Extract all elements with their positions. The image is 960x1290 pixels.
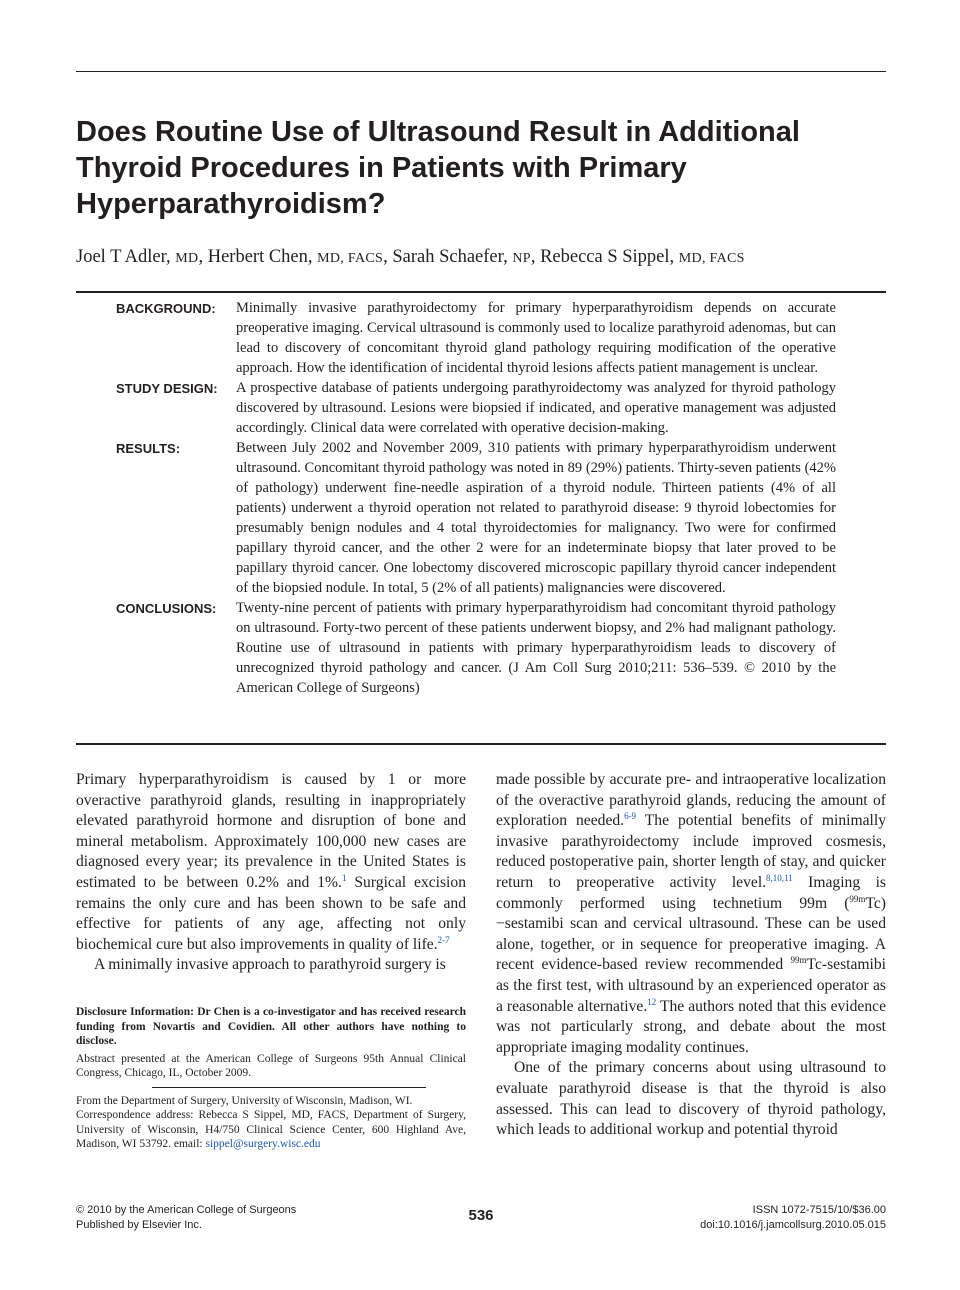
abstract-presented-note: Abstract presented at the American College of Surgeons 95th Annual Clinical Congress, Chicago, IL, October 2009. xyxy=(76,1052,466,1079)
abstract-label: RESULTS: xyxy=(116,441,181,456)
issn: ISSN 1072-7515/10/$36.00 xyxy=(752,1204,886,1216)
copyright: © 2010 by the American College of Surgeons xyxy=(76,1204,297,1216)
body-text: Primary hyperparathyroidism is caused by 1 or more overactive parathyroid glands, resulting in inappropriately elevated parathyroid hormone and disruption of bone and mineral metabolism. Approximately 100,000 new cases are diagnosed every year; its prevalence in the United States is estimated to be between 0.2% and 1%. xyxy=(76,771,466,891)
body-text: Surgical excision remains the only cure and has been shown to be safe and effective for patients of any age, affecting not only biochemical cure but also improvements in quality of life. xyxy=(76,873,466,953)
body-text: A minimally invasive approach to parathyroid surgery is xyxy=(94,956,446,974)
body-text: The potential benefits of minimally invasive parathyroidectomy include improved cosmesis, reduced postoperative pain, shorter length of stay, and quicker return to preoperative activity level. xyxy=(496,812,886,891)
author-credentials: MD, FACS xyxy=(317,251,384,266)
body-paragraph xyxy=(76,770,466,955)
abstract-text: Twenty-nine percent of patients with primary hyperparathyroidism had concomitant thyroid pathology on ultrasound. Forty-two percent of these patients underwent biopsy, and 2% had malignant pathology. Routine use of ultrasound in patients with primary hyperparathyroidism leads to discovery of unrecognized thyroid pathology and cancer. (J Am Coll Surg 2010;211: 536–539. © 2010 by the American College of Surgeons) xyxy=(236,600,836,696)
abstract-text: Minimally invasive parathyroidectomy for primary hyperparathyroidism depends on accurate preoperative imaging. Cervical ultrasound is commonly used to localize parathyroid adenomas, but can lead to discovery of concomitant thyroid gland pathology requiring modification of the operative approach. How the identification of incidental thyroid lesions affects patient management is unclear. xyxy=(236,300,836,376)
page-number: 536 xyxy=(468,1207,494,1224)
abstract xyxy=(76,298,886,698)
author-name: Joel T Adler xyxy=(76,247,167,267)
author-name: Herbert Chen xyxy=(207,247,308,267)
body-text: One of the primary concerns about using ultrasound to evaluate parathyroid disease is that the thyroid is also assessed. This can lead to discovery of thyroid pathology, which leads to additional workup and potential thyroid xyxy=(496,1059,886,1139)
citation-superscript[interactable]: 1 xyxy=(341,872,347,883)
body-text: Tc)−sestamibi scan and cervical ultrasound. These can be used alone, together, or in sequence for preoperative imaging. A recent evidence-based review recommended xyxy=(496,894,886,974)
isotope-superscript: 99m xyxy=(790,955,807,966)
author-credentials: MD xyxy=(175,251,199,266)
article-title: Does Routine Use of Ultrasound Result in Additional Thyroid Procedures in Patients with Primary Hyperparathyroidism? xyxy=(76,116,800,220)
abstract-section xyxy=(76,378,886,438)
abstract-text: Between July 2002 and November 2009, 310 patients with primary hyperparathyroidism underwent ultrasound. Concomitant thyroid pathology was noted in 89 (29%) patients. Thirty-seven patients (42% of pathology) underwent fine-needle aspiration of a thyroid nodule. Thirteen patients (4% of all patients) underwent a thyroid operation not related to parathyroid disease: 9 thyroid lobectomies for presumably benign nodules and 4 total thyroidectomies for malignancy. Two were for confirmed papillary thyroid cancer, and the other 2 were for an indeterminate biopsy that later proved to be papillary thyroid cancer. One lobectomy discovered microscopic papillary thyroid cancer independent of the biopsied nodule. In total, 5 (2% of all patients) malignancies were discovered. xyxy=(236,440,836,596)
publisher: Published by Elsevier Inc. xyxy=(76,1219,202,1231)
body-text: Imaging is commonly performed using technetium 99m ( xyxy=(496,873,886,912)
disclosure-note: Disclosure Information: Dr Chen is a co-investigator and has received research funding from Novartis and Covidien. All other authors have nothing to disclose. xyxy=(76,1006,466,1047)
citation-superscript[interactable]: 8,10,11 xyxy=(766,872,793,883)
top-rule xyxy=(76,71,886,72)
footnotes xyxy=(76,1005,466,1155)
body-paragraph xyxy=(76,955,466,976)
body-column-right xyxy=(496,770,886,1141)
abstract-section xyxy=(76,298,886,378)
isotope-superscript: 99m xyxy=(849,893,866,904)
abstract-label: BACKGROUND: xyxy=(116,301,216,316)
author-credentials: MD, FACS xyxy=(678,251,745,266)
footer-right xyxy=(700,1203,886,1233)
author-list: Joel T Adler, MD, Herbert Chen, MD, FACS, Sarah Schaefer, NP, Rebecca S Sippel, MD, FACS xyxy=(76,247,745,267)
abstract-bottom-rule xyxy=(76,743,886,745)
abstract-section xyxy=(76,598,886,698)
affiliation-note: From the Department of Surgery, University of Wisconsin, Madison, WI. xyxy=(76,1094,413,1107)
author-name: Sarah Schaefer xyxy=(392,247,504,267)
correspondence-text: Correspondence address: Rebecca S Sippel, MD, FACS, Department of Surgery, University of Wisconsin, H4/750 Clinical Science Center, 600 Highland Ave, Madison, WI 53792. email: xyxy=(76,1109,466,1150)
abstract-section xyxy=(76,438,886,598)
citation-superscript[interactable]: 2-7 xyxy=(437,934,450,945)
body-paragraph xyxy=(496,1058,886,1140)
author-name: Rebecca S Sippel xyxy=(540,247,670,267)
body-column-left xyxy=(76,770,466,976)
abstract-label: STUDY DESIGN: xyxy=(116,381,218,396)
body-paragraph xyxy=(496,770,886,1058)
body-text: Tc-sestamibi as the first test, with ultrasound by an experienced operator as a reasonable alternative. xyxy=(496,956,886,1015)
notes-separator xyxy=(152,1087,426,1088)
doi: doi:10.1016/j.jamcollsurg.2010.05.015 xyxy=(700,1219,886,1231)
email-link[interactable]: sippel@surgery.wisc.edu xyxy=(205,1138,321,1150)
abstract-top-rule xyxy=(76,291,886,293)
citation-superscript[interactable]: 12 xyxy=(647,996,657,1007)
citation-superscript[interactable]: 6-9 xyxy=(624,811,637,822)
author-credentials: NP xyxy=(512,251,531,266)
body-text: made possible by accurate pre- and intraoperative localization of the overactive parathyroid glands, reducing the amount of exploration needed. xyxy=(496,771,886,830)
abstract-text: A prospective database of patients undergoing parathyroidectomy was analyzed for thyroid pathology discovered by ultrasound. Lesions were biopsied if indicated, and operative management was adjusted accordingly. Clinical data were correlated with operative decision-making. xyxy=(236,380,836,436)
correspondence-note xyxy=(76,1108,466,1152)
abstract-label: CONCLUSIONS: xyxy=(116,601,217,616)
page-footer xyxy=(76,1203,886,1235)
body-text: The authors noted that this evidence was not particularly strong, and debate about the most appropriate imaging modality continues. xyxy=(496,997,886,1056)
